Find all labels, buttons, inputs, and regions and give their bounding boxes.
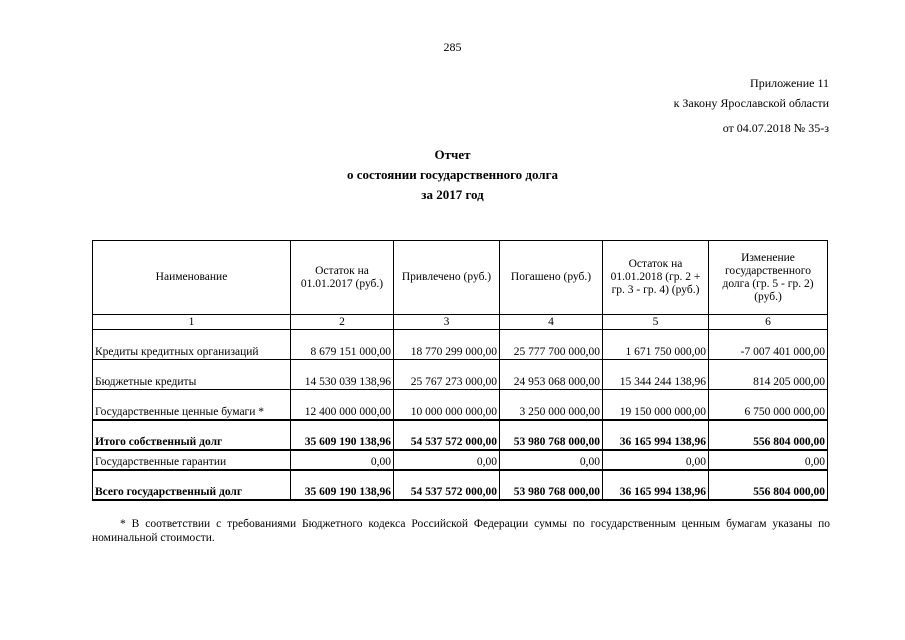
table-header-row: [93, 241, 828, 315]
column-number: 5: [603, 315, 709, 330]
report-year: за 2017 год: [421, 187, 484, 202]
cell-value: 24 953 068 000,00: [500, 360, 603, 390]
table-row: [93, 360, 828, 390]
row-name: Кредиты кредитных организаций: [93, 330, 291, 360]
total-row: [93, 470, 828, 500]
row-name: Итого собственный долг: [93, 420, 291, 450]
cell-value: 25 777 700 000,00: [500, 330, 603, 360]
row-name: Всего государственный долг: [93, 470, 291, 500]
table-row: [93, 390, 828, 420]
debt-report-table: [92, 240, 828, 501]
cell-value: 556 804 000,00: [709, 420, 828, 450]
cell-value: 14 530 039 138,96: [291, 360, 394, 390]
cell-value: 10 000 000 000,00: [394, 390, 500, 420]
appendix-law: к Закону Ярославской области: [673, 96, 829, 110]
cell-value: 53 980 768 000,00: [500, 420, 603, 450]
cell-value: 36 165 994 138,96: [603, 470, 709, 500]
table-row: [93, 450, 828, 470]
column-number: 4: [500, 315, 603, 330]
cell-value: 0,00: [709, 450, 828, 470]
cell-value: -7 007 401 000,00: [709, 330, 828, 360]
page-number: 285: [443, 40, 462, 54]
row-name: Бюджетные кредиты: [93, 360, 291, 390]
cell-value: 0,00: [500, 450, 603, 470]
column-number: 3: [394, 315, 500, 330]
cell-value: 53 980 768 000,00: [500, 470, 603, 500]
report-subtitle: о состоянии государственного долга: [346, 167, 559, 182]
header-change: Изменение государственного долга (гр. 5 - гр. 2) (руб.): [709, 241, 828, 315]
cell-value: 54 537 572 000,00: [394, 470, 500, 500]
cell-value: 12 400 000 000,00: [291, 390, 394, 420]
column-number: 1: [93, 315, 291, 330]
cell-value: 25 767 273 000,00: [394, 360, 500, 390]
header-name: Наименование: [93, 241, 291, 315]
table-row: [93, 330, 828, 360]
cell-value: 0,00: [394, 450, 500, 470]
header-balance-2018: Остаток на 01.01.2018 (гр. 2 + гр. 3 - гр. 4) (руб.): [603, 241, 709, 315]
cell-value: 1 671 750 000,00: [603, 330, 709, 360]
column-number: 6: [709, 315, 828, 330]
cell-value: 3 250 000 000,00: [500, 390, 603, 420]
footnote: * В соответствии с требованиями Бюджетного кодекса Российской Федерации суммы по государственным ценным бумагам указаны по номинальной стоимости.: [92, 518, 830, 544]
cell-value: 36 165 994 138,96: [603, 420, 709, 450]
cell-value: 18 770 299 000,00: [394, 330, 500, 360]
appendix-date: от 04.07.2018 № 35-з: [722, 121, 829, 135]
subtotal-row: [93, 420, 828, 450]
appendix-number: Приложение 11: [750, 76, 829, 90]
cell-value: 814 205 000,00: [709, 360, 828, 390]
cell-value: 0,00: [603, 450, 709, 470]
column-number: 2: [291, 315, 394, 330]
column-number-row: [93, 315, 828, 330]
cell-value: 35 609 190 138,96: [291, 420, 394, 450]
cell-value: 556 804 000,00: [709, 470, 828, 500]
header-balance-2017: Остаток на 01.01.2017 (руб.): [291, 241, 394, 315]
cell-value: 54 537 572 000,00: [394, 420, 500, 450]
row-name: Государственные гарантии: [93, 450, 291, 470]
cell-value: 35 609 190 138,96: [291, 470, 394, 500]
row-name: Государственные ценные бумаги *: [93, 390, 291, 420]
header-raised: Привлечено (руб.): [394, 241, 500, 315]
cell-value: 8 679 151 000,00: [291, 330, 394, 360]
header-repaid: Погашено (руб.): [500, 241, 603, 315]
cell-value: 6 750 000 000,00: [709, 390, 828, 420]
cell-value: 19 150 000 000,00: [603, 390, 709, 420]
cell-value: 15 344 244 138,96: [603, 360, 709, 390]
report-title: Отчет: [434, 147, 471, 162]
cell-value: 0,00: [291, 450, 394, 470]
